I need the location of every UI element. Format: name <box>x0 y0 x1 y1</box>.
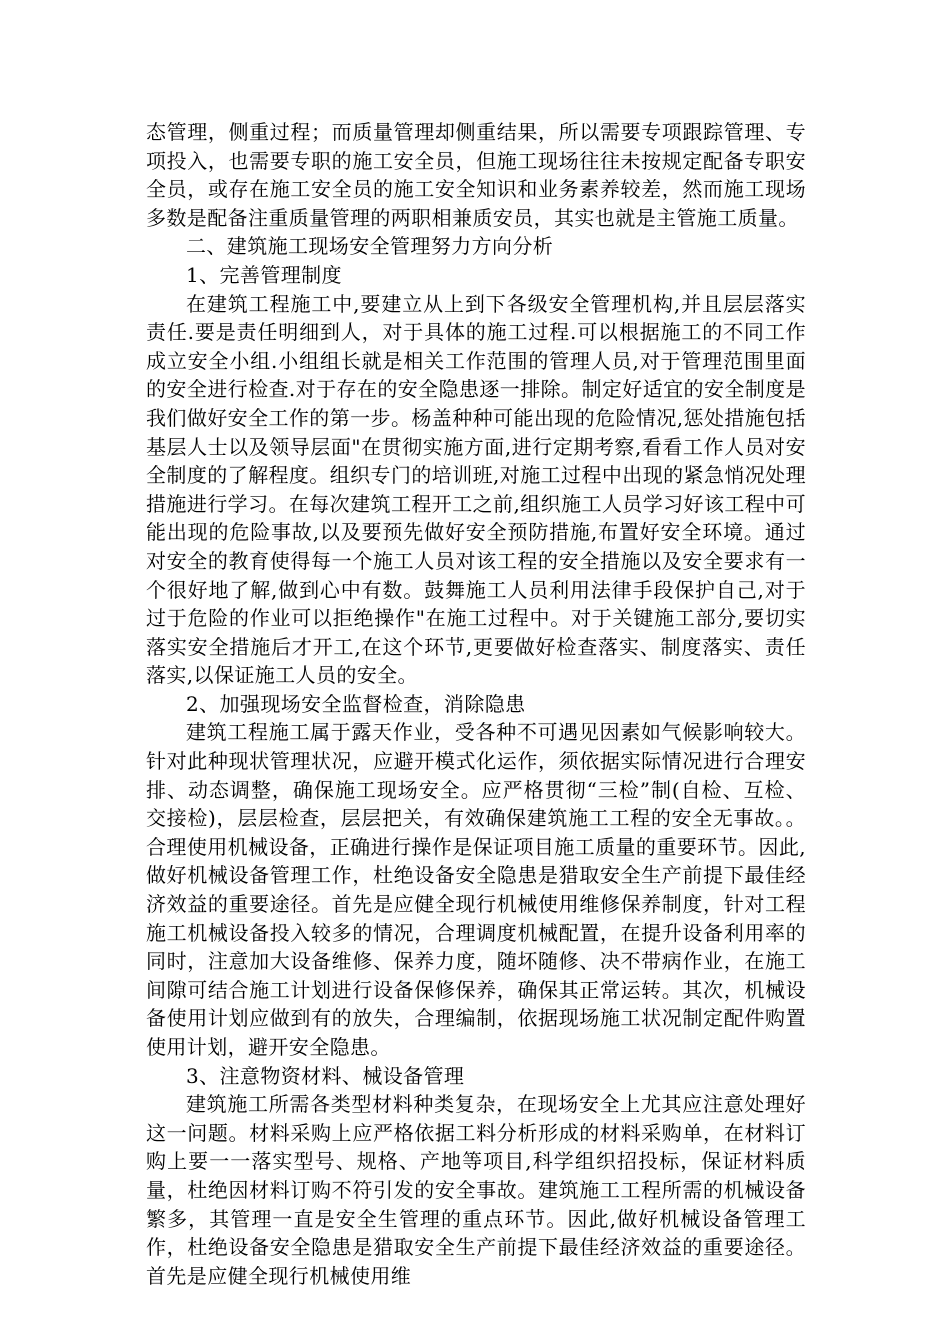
document-page <box>146 118 806 1290</box>
paragraph-2: 建筑工程施工属于露天作业，受各种不可遇见因素如气候影响较大。针对此种现状管理状况，应避开模式化运作，须依据实际情况进行合理安排、动态调整，确保施工现场安全。应严格贯彻“三检”制(自检、互检、交接检)，层层检查，层层把关，有效确保建筑施工工程的安全无事故。。合理使用机械设备，正确进行操作是保证项目施工质量的重要环节。因此,做好机械设备管理工作，杜绝设备安全隐患是猎取安全生产前提下最佳经济效益的重要途径。首先是应健全现行机械使用维修保养制度，针对工程施工机械设备投入较多的情况，合理调度机械配置，在提升设备利用率的同时，注意加大设备维修、保养力度，随坏随修、决不带病作业，在施工间隙可结合施工计划进行设备保修保养，确保其正常运转。其次，机械设备使用计划应做到有的放失，合理编制，依据现场施工状况制定配件购置使用计划，避开安全隐患。 <box>146 720 806 1059</box>
paragraph-1: 在建筑工程施工中,要建立从上到下各级安全管理机构,并且层层落实责任.要是责任明细到人，对于具体的施工过程.可以根据施工的不同工作成立安全小组.小组组长就是相关工作范围的管理人员,对于管理范围里面的安全进行检查.对于存在的安全隐患逐一排除。制定好适宜的安全制度是我们做好安全工作的第一步。杨盖种种可能出现的危险情况,惩处措施包括基层人士以及领导层面"在贯彻实施方面,进行定期考察,看看工作人员对安全制度的了解程度。组织专门的培训班,对施工过程中出现的紧急悄况处理措施进行学习。在每次建筑工程开工之前,组织施工人员学习好该工程中可能出现的危险事故,以及要预先做好安全预防措施,布置好安全环境。通过对安全的教育使得每一个施工人员对该工程的安全措施以及安全要求有一个很好地了解,做到心中有数。鼓舞施工人员利用法律手段保护自己,对于过于危险的作业可以拒绝操作"在施工过程中。对于关键施工部分,要切实落实安全措施后才开工,在这个环节,更要做好检查落实、制度落实、责任落实,以保证施工人员的安全。 <box>146 291 806 688</box>
paragraph-3: 建筑施工所需各类型材料种类复杂，在现场安全上尤其应注意处理好这一问题。材料采购上应严格依据工料分析形成的材料采购单，在材料订购上要一一落实型号、规格、产地等项目,科学组织招投标，保证材料质量，杜绝因材料订购不符引发的安全事故。建筑施工工程所需的机械设备繁多，其管理一直是安全生管理的重点环节。因此,做好机械设备管理工作，杜绝设备安全隐患是猎取安全生产前提下最佳经济效益的重要途径。首先是应健全现行机械使用维 <box>146 1092 806 1288</box>
subheading-2: 2、加强现场安全监督检查，消除隐患 <box>186 691 526 716</box>
subheading-3: 3、注意物资材料、械设备管理 <box>186 1063 465 1088</box>
section-title: 二、建筑施工现场安全管理努力方向分析 <box>186 234 554 259</box>
intro-paragraph: 态管理，侧重过程；而质量管理却侧重结果，所以需要专项跟踪管理、专项投入，也需要专职的施工安全员，但施工现场往往未按规定配备专职安全员，或存在施工安全员的施工安全知识和业务素养较差，然而施工现场多数是配备注重质量管理的两职相兼质安员，其实也就是主管施工质量。 <box>146 120 806 230</box>
subheading-1: 1、完善管理制度 <box>186 262 342 287</box>
